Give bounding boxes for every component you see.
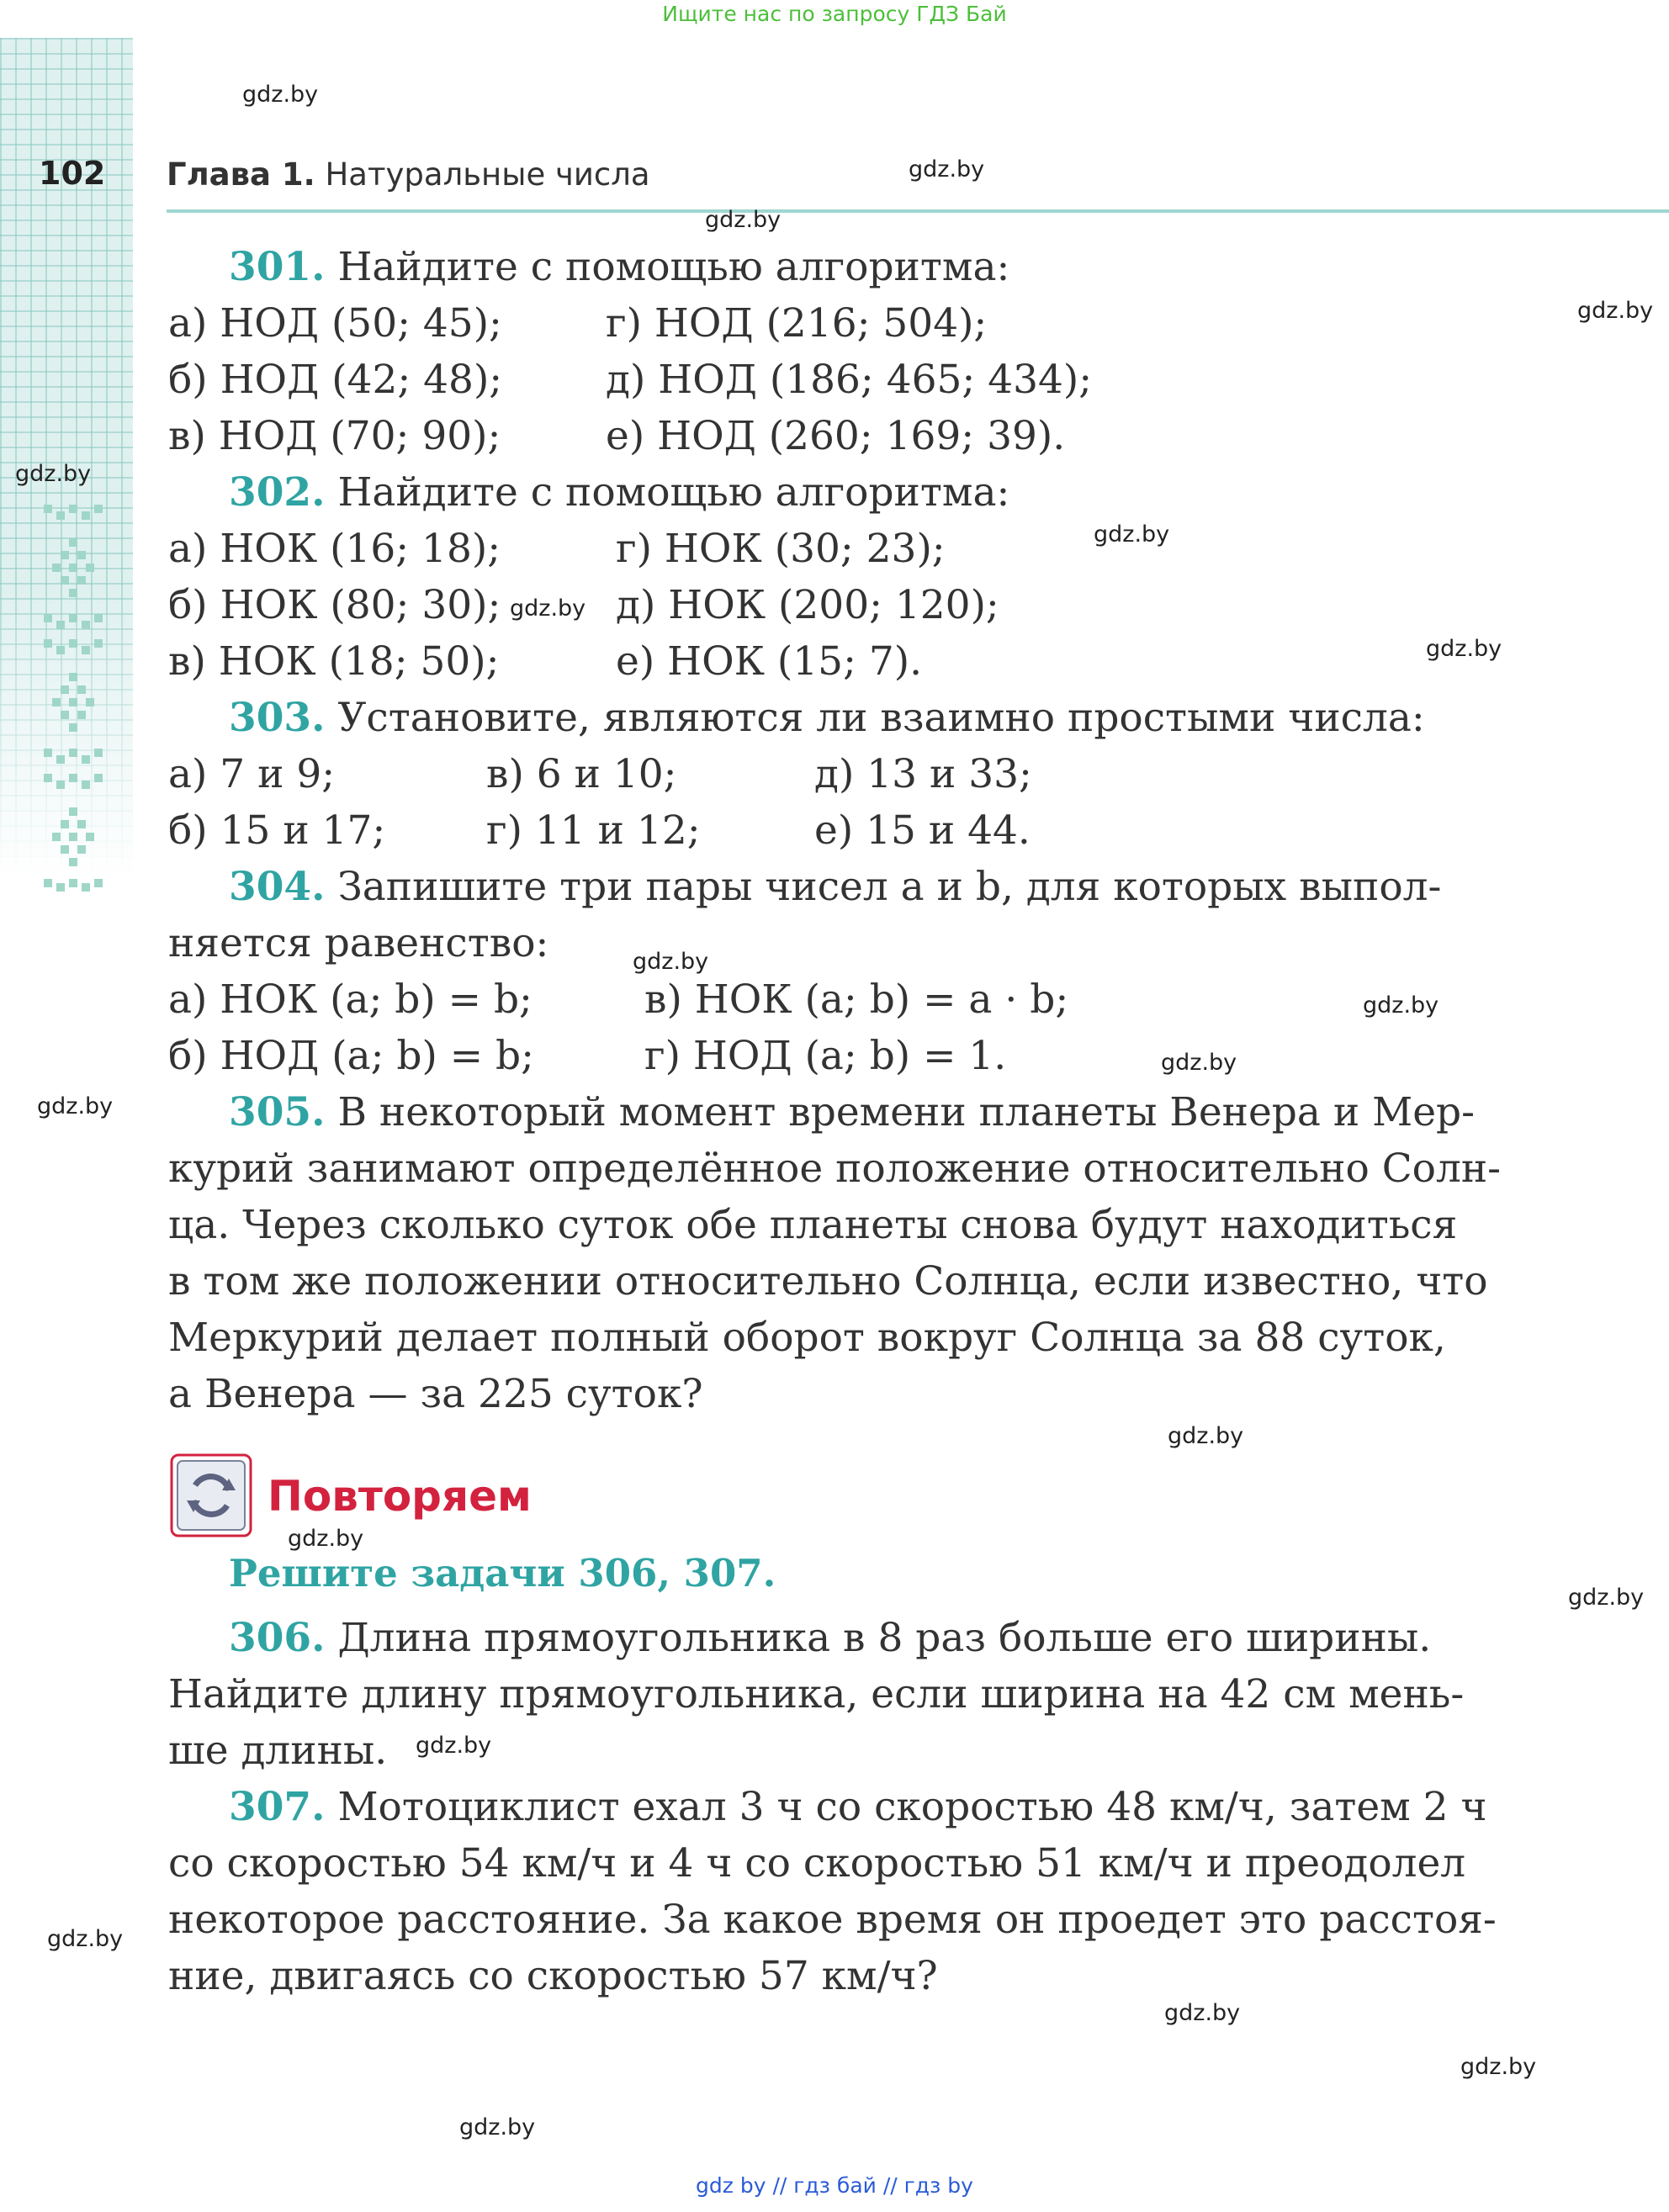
exercise-301-item: г) НОД (216; 504); <box>606 300 988 347</box>
exercise-302-item: г) НОК (30; 23); <box>616 526 946 572</box>
watermark[interactable]: gdz.by <box>1568 1585 1645 1611</box>
exercise-304-item: г) НОД (a; b) = 1. <box>644 1033 1007 1079</box>
exercise-301-item: в) НОД (70; 90); <box>168 413 501 459</box>
header-divider <box>167 209 1669 213</box>
watermark[interactable]: gdz.by <box>288 1526 364 1552</box>
exercise-301-item: е) НОД (260; 169; 39). <box>606 413 1066 459</box>
watermark[interactable]: gdz.by <box>1168 1423 1244 1449</box>
exercise-302-item: е) НОК (15; 7). <box>616 638 923 685</box>
exercise-301-item: а) НОД (50; 45); <box>168 300 502 347</box>
exercise-305-number: 305. <box>229 1089 326 1135</box>
exercise-306-text: Длина прямоугольника в 8 раз больше его ширины. <box>337 1615 1432 1661</box>
exercise-306-heading <box>229 1615 1431 1662</box>
exercise-303-heading <box>229 695 1425 742</box>
watermark[interactable]: gdz.by <box>242 82 319 108</box>
watermark[interactable]: gdz.by <box>1426 636 1502 662</box>
exercise-302-number: 302. <box>229 469 326 516</box>
watermark[interactable]: gdz.by <box>459 2114 536 2141</box>
ornament-pattern-icon <box>44 505 103 892</box>
watermark[interactable]: gdz.by <box>1164 2000 1241 2026</box>
search-banner[interactable]: Ищите нас по запросу ГДЗ Бай <box>662 2 1007 26</box>
exercise-302-heading <box>229 469 1009 516</box>
exercise-305-text: ца. Через сколько суток обе планеты снова будут находиться <box>168 1202 1458 1248</box>
chapter-title: Натуральные числа <box>325 156 650 193</box>
exercise-303-item: а) 7 и 9; <box>168 751 336 797</box>
exercise-301-text: Найдите с помощью алгоритма: <box>337 244 1010 290</box>
exercise-301-item: б) НОД (42; 48); <box>168 357 503 403</box>
exercise-302-text: Найдите с помощью алгоритма: <box>337 469 1010 516</box>
exercise-303-item: е) 15 и 44. <box>814 807 1031 854</box>
watermark[interactable]: gdz.by <box>1577 298 1654 324</box>
exercise-304-heading <box>229 864 1524 911</box>
exercise-304-item: в) НОК (a; b) = a · b; <box>644 976 1069 1023</box>
watermark[interactable]: gdz.by <box>633 949 709 975</box>
exercise-301-heading <box>229 244 1009 291</box>
exercise-302-item: а) НОК (16; 18); <box>168 526 501 572</box>
exercise-307-text: Мотоциклист ехал 3 ч со скоростью 48 км/ч, затем 2 ч <box>337 1784 1487 1830</box>
chapter-header <box>167 156 650 193</box>
exercise-307-heading <box>229 1784 1487 1831</box>
exercise-304-item: б) НОД (a; b) = b; <box>168 1033 534 1079</box>
footer-links[interactable]: gdz by // гдз бай // гдз by <box>696 2173 973 2198</box>
watermark[interactable]: gdz.by <box>1460 2054 1537 2080</box>
exercise-303-text: Установите, являются ли взаимно простыми числа: <box>337 695 1425 741</box>
repeat-subheading: Решите задачи 306, 307. <box>229 1551 776 1595</box>
exercise-303-number: 303. <box>229 695 326 741</box>
exercise-303-item: г) 11 и 12; <box>486 807 701 854</box>
chapter-prefix: Глава 1. <box>167 156 315 193</box>
repeat-arrows-icon <box>170 1453 252 1537</box>
exercise-302-item: в) НОК (18; 50); <box>168 638 500 685</box>
page-number: 102 <box>39 155 106 192</box>
watermark[interactable]: gdz.by <box>37 1093 114 1119</box>
exercise-302-item: б) НОК (80; 30); <box>168 582 501 628</box>
exercise-307-text: ние, двигаясь со скоростью 57 км/ч? <box>168 1953 938 1999</box>
exercise-305-heading <box>229 1089 1475 1136</box>
exercise-305-text: курий занимают определённое положение относительно Солн- <box>168 1146 1502 1192</box>
exercise-301-item: д) НОД (186; 465; 434); <box>606 357 1093 403</box>
exercise-303-item: б) 15 и 17; <box>168 807 386 854</box>
exercise-307-text: некоторое расстояние. За какое время он проедет это расстоя- <box>168 1897 1497 1943</box>
exercise-306-text: Найдите длину прямоугольника, если ширина на 42 см мень- <box>168 1671 1465 1717</box>
exercise-305-text: в том же положении относительно Солнца, если известно, что <box>168 1258 1488 1304</box>
watermark[interactable]: gdz.by <box>1161 1050 1237 1076</box>
watermark[interactable]: gdz.by <box>1363 992 1439 1019</box>
exercise-304-text: Запишите три пары чисел a и b, для которых выпол- <box>337 864 1442 910</box>
watermark[interactable]: gdz.by <box>15 461 92 487</box>
watermark[interactable]: gdz.by <box>1094 521 1170 548</box>
exercise-306-number: 306. <box>229 1615 326 1661</box>
exercise-307-text: со скоростью 54 км/ч и 4 ч со скоростью 51 км/ч и преодолел <box>168 1840 1466 1887</box>
watermark[interactable]: gdz.by <box>909 156 985 183</box>
exercise-307-number: 307. <box>229 1784 326 1830</box>
exercise-305-text: а Венера — за 225 суток? <box>168 1371 703 1417</box>
exercise-304-item: а) НОК (a; b) = b; <box>168 976 532 1023</box>
exercise-304-text-cont: няется равенство: <box>168 920 549 966</box>
exercise-305-text: В некоторый момент времени планеты Венера и Мер- <box>337 1089 1476 1135</box>
exercise-302-item: д) НОК (200; 120); <box>616 582 999 628</box>
exercise-303-item: в) 6 и 10; <box>486 751 677 797</box>
watermark[interactable]: gdz.by <box>510 595 586 622</box>
repeat-section-title: Повторяем <box>268 1472 532 1521</box>
watermark[interactable]: gdz.by <box>705 207 782 233</box>
watermark[interactable]: gdz.by <box>416 1733 492 1759</box>
exercise-303-item: д) 13 и 33; <box>814 751 1032 797</box>
exercise-305-text: Меркурий делает полный оборот вокруг Солнца за 88 суток, <box>168 1315 1446 1361</box>
exercise-304-number: 304. <box>229 864 326 910</box>
watermark[interactable]: gdz.by <box>47 1926 124 1952</box>
exercise-301-number: 301. <box>229 244 326 290</box>
exercise-306-text: ше длины. <box>168 1728 388 1774</box>
